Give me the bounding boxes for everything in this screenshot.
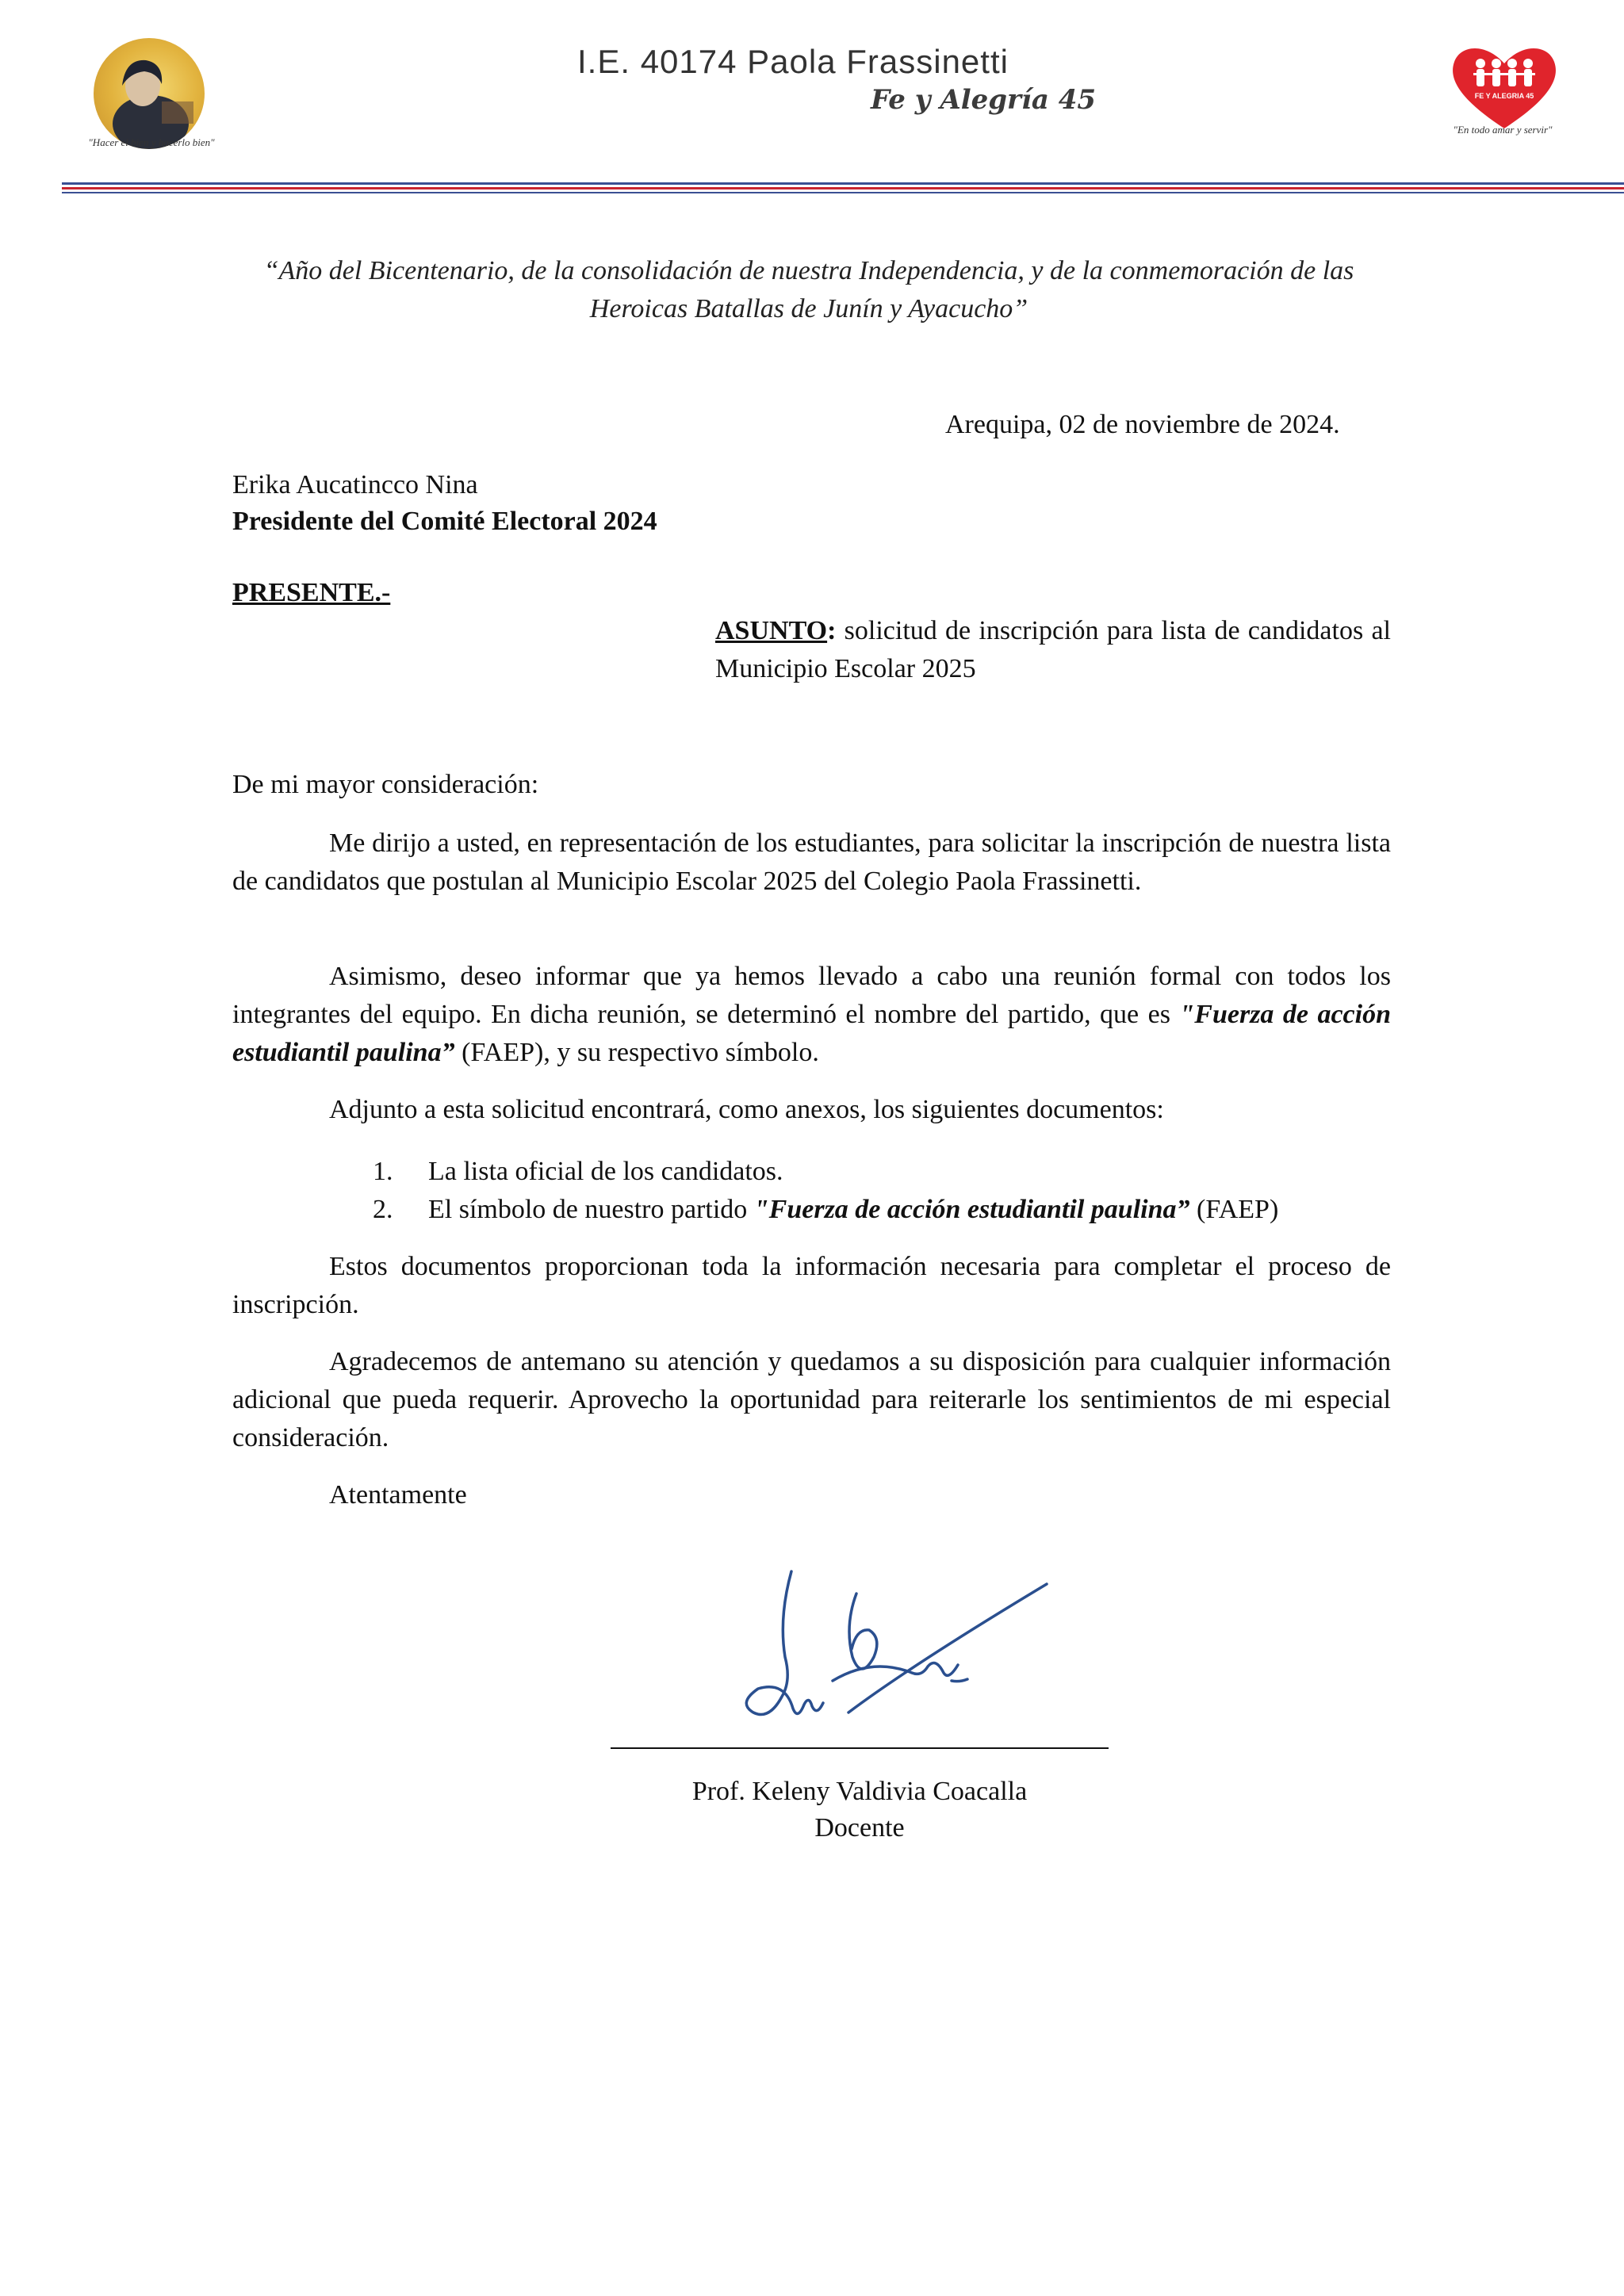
list-item: 2. El símbolo de nuestro partido "Fuerza de acción estudiantil paulina” (FAEP) [373, 1195, 1279, 1224]
signer-role: Docente [814, 1813, 905, 1843]
paragraph-attachments-intro: Adjunto a esta solicitud encontrará, como anexos, los siguientes documentos: [329, 1095, 1164, 1124]
party-name: "Fuerza de acción estudiantil paulina” [232, 1000, 1391, 1067]
header-rule-blue [62, 182, 1624, 185]
heart-logo-icon [1445, 40, 1564, 135]
party-name: "Fuerza de acción estudiantil paulina” [753, 1195, 1190, 1224]
handwritten-signature [706, 1562, 1063, 1744]
signature-line [611, 1747, 1109, 1749]
founder-portrait-icon [94, 38, 205, 149]
subject-text: solicitud de inscripción para lista de candidatos al Municipio Escolar 2025 [715, 616, 1391, 683]
paragraph-party: Asimismo, deseo informar que ya hemos llevado a cabo una reunión formal con todos los integrantes del equipo. En dicha reunión, se determinó el nombre del partido, que es "Fuerza de acción estudiantil paulina” (FAEP), y su respectivo símbolo. [232, 962, 1391, 1067]
paragraph-request: Me dirijo a usted, en representación de los estudiantes, para solicitar la inscripción de nuestra lista de candidatos que postulan al Municipio Escolar 2025 del Colegio Paola Frassinetti. [232, 828, 1391, 896]
list-item: 1. La lista oficial de los candidatos. [373, 1157, 783, 1186]
salutation: De mi mayor consideración: [232, 770, 539, 799]
signer-name: Prof. Keleny Valdivia Coacalla [691, 1777, 1028, 1806]
paragraph-thanks: Agradecemos de antemano su atención y quedamos a su disposición para cualquier información adicional que pueda requerir. Aprovecho la oportunidad para reiterarle los sentimientos de mi especial consideración. [232, 1347, 1391, 1452]
year-motto: “Año del Bicentenario, de la consolidación de nuestra Independencia, y de la conmemoración de las Heroicas Batallas de Junín y Ayacucho” [263, 256, 1354, 323]
school-logo-left [94, 38, 205, 149]
subject-block [715, 612, 1391, 688]
recipient-title: Presidente del Comité Electoral 2024 [232, 507, 657, 536]
school-subtitle: Fe y Alegría 45 [871, 84, 1097, 116]
closing: Atentamente [329, 1480, 467, 1510]
attachment-list [373, 1153, 1278, 1229]
header-rule-red [62, 187, 1624, 189]
school-name: I.E. 40174 Paola Frassinetti [577, 43, 1009, 80]
subject-label: ASUNTO: [715, 616, 837, 645]
logo-left-motto: "Hacer el bien y hacerlo bien" [88, 136, 215, 148]
logo-right-text: FE Y ALEGRIA 45 [1474, 92, 1534, 100]
recipient-name: Erika Aucatincco Nina [232, 470, 478, 499]
presente-heading: PRESENTE.- [232, 578, 391, 607]
paragraph-documents: Estos documentos proporcionan toda la información necesaria para completar el proceso de inscripción. [232, 1252, 1391, 1319]
date-line: Arequipa, 02 de noviembre de 2024. [945, 410, 1340, 439]
fe-y-alegria-logo [1445, 40, 1564, 135]
header-rule-blue-thin [62, 192, 1624, 193]
logo-right-motto: "En todo amar y servir" [1453, 124, 1553, 136]
